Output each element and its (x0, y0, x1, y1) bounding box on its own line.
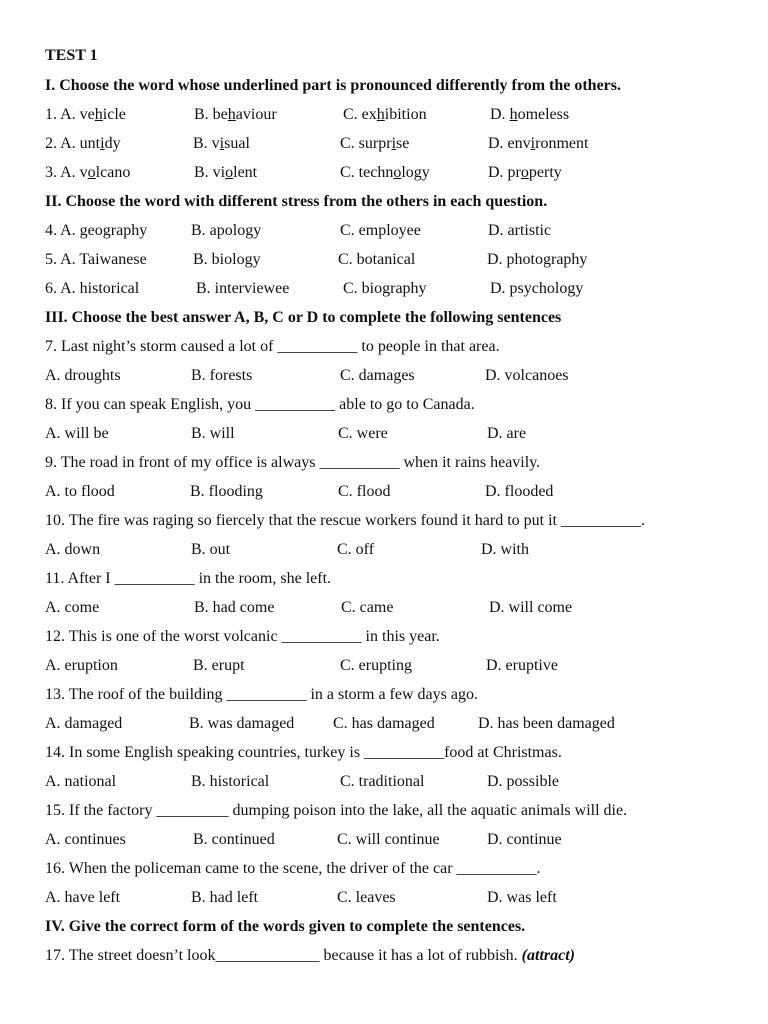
question-12-options (0, 656, 768, 676)
question-17-text: 17. The street doesn’t look_____________ because it has a lot of rubbish. (45, 947, 518, 964)
q14-option-c: C. traditional (340, 773, 425, 790)
q7-option-b: B. forests (191, 367, 253, 384)
q9-option-d: D. flooded (485, 483, 554, 500)
section-4-heading: IV. Give the correct form of the words given to complete the sentences. (45, 918, 526, 935)
q14-option-d: D. possible (487, 773, 559, 790)
question-5-options (0, 250, 768, 270)
section-1-heading: I. Choose the word whose underlined part is pronounced differently from the others. (45, 77, 622, 94)
q2-option-c: C. surprise (340, 135, 410, 152)
q2-option-a: 2. A. untidy (45, 135, 121, 152)
question-11-options (0, 598, 768, 618)
q13-option-a: A. damaged (45, 715, 123, 732)
q14-option-b: B. historical (191, 773, 270, 790)
q3-option-a: 3. A. volcano (45, 164, 131, 181)
q15-option-c: C. will continue (337, 831, 440, 848)
q11-option-b: B. had come (194, 599, 275, 616)
q1-option-b: B. behaviour (194, 106, 277, 123)
q6-option-b: B. interviewee (196, 280, 290, 297)
q1-option-d: D. homeless (490, 106, 570, 123)
q4-option-b: B. apology (191, 222, 262, 239)
question-17-hint: (attract) (521, 947, 575, 964)
q6-option-a: 6. A. historical (45, 280, 140, 297)
q2-option-d: D. environment (488, 135, 589, 152)
question-9-options (0, 482, 768, 502)
q11-option-c: C. came (341, 599, 394, 616)
question-8-text: 8. If you can speak English, you __________ able to go to Canada. (45, 396, 475, 413)
q11-option-a: A. come (45, 599, 100, 616)
question-7-text: 7. Last night’s storm caused a lot of __________ to people in that area. (45, 338, 500, 355)
question-3-options (0, 163, 768, 183)
q15-option-b: B. continued (193, 831, 275, 848)
q4-option-c: C. employee (340, 222, 421, 239)
q9-option-b: B. flooding (190, 483, 263, 500)
q16-option-c: C. leaves (337, 889, 396, 906)
q16-option-b: B. had left (191, 889, 259, 906)
q8-option-a: A. will be (45, 425, 109, 442)
q1-option-a: 1. A. vehicle (45, 106, 126, 123)
q2-option-b: B. visual (193, 135, 250, 152)
q4-option-d: D. artistic (488, 222, 552, 239)
question-8-options (0, 424, 768, 444)
q11-option-d: D. will come (489, 599, 573, 616)
q5-option-b: B. biology (193, 251, 261, 268)
q12-option-a: A. eruption (45, 657, 118, 674)
q8-option-b: B. will (191, 425, 235, 442)
q1-option-c: C. exhibition (343, 106, 427, 123)
question-13-options (0, 714, 768, 734)
question-10-text: 10. The fire was raging so fiercely that the rescue workers found it hard to put it __________. (45, 512, 645, 529)
question-12-text: 12. This is one of the worst volcanic __________ in this year. (45, 628, 440, 645)
question-9-text: 9. The road in front of my office is always __________ when it rains heavily. (45, 454, 541, 471)
section-2-heading: II. Choose the word with different stress from the others in each question. (45, 193, 548, 210)
q7-option-d: D. volcanoes (485, 367, 569, 384)
question-13-text: 13. The roof of the building __________ in a storm a few days ago. (45, 686, 478, 703)
q13-option-d: D. has been damaged (478, 715, 615, 732)
q10-option-a: A. down (45, 541, 101, 558)
q13-option-b: B. was damaged (189, 715, 295, 732)
question-14-text: 14. In some English speaking countries, turkey is __________food at Christmas. (45, 744, 562, 761)
question-14-options (0, 772, 768, 792)
question-2-options (0, 134, 768, 154)
q13-option-c: C. has damaged (333, 715, 435, 732)
q10-option-b: B. out (191, 541, 231, 558)
q14-option-a: A. national (45, 773, 117, 790)
q5-option-c: C. botanical (338, 251, 416, 268)
q12-option-c: C. erupting (340, 657, 412, 674)
q5-option-a: 5. A. Taiwanese (45, 251, 147, 268)
question-16-options (0, 888, 768, 908)
question-6-options (0, 279, 768, 299)
test-title: TEST 1 (45, 47, 98, 64)
q12-option-d: D. eruptive (486, 657, 558, 674)
q6-option-d: D. psychology (490, 280, 584, 297)
q4-option-a: 4. A. geography (45, 222, 148, 239)
question-15-options (0, 830, 768, 850)
q9-option-c: C. flood (338, 483, 391, 500)
q16-option-a: A. have left (45, 889, 121, 906)
q10-option-c: C. off (337, 541, 375, 558)
q10-option-d: D. with (481, 541, 529, 558)
question-15-text: 15. If the factory _________ dumping poison into the lake, all the aquatic animals will die. (45, 802, 628, 819)
question-17 (45, 946, 575, 966)
q3-option-b: B. violent (194, 164, 258, 181)
question-16-text: 16. When the policeman came to the scene, the driver of the car __________. (45, 860, 541, 877)
question-1-options (0, 105, 768, 125)
q15-option-d: D. continue (487, 831, 562, 848)
q9-option-a: A. to flood (45, 483, 115, 500)
question-11-text: 11. After I __________ in the room, she left. (45, 570, 332, 587)
question-7-options (0, 366, 768, 386)
q7-option-a: A. droughts (45, 367, 121, 384)
q3-option-d: D. property (488, 164, 562, 181)
question-10-options (0, 540, 768, 560)
q8-option-c: C. were (338, 425, 388, 442)
q15-option-a: A. continues (45, 831, 126, 848)
q5-option-d: D. photography (487, 251, 588, 268)
section-3-heading: III. Choose the best answer A, B, C or D to complete the following sentences (45, 309, 562, 326)
q6-option-c: C. biography (343, 280, 427, 297)
q3-option-c: C. technology (340, 164, 430, 181)
q16-option-d: D. was left (487, 889, 557, 906)
q8-option-d: D. are (487, 425, 527, 442)
q12-option-b: B. erupt (193, 657, 245, 674)
question-4-options (0, 221, 768, 241)
q7-option-c: C. damages (340, 367, 415, 384)
